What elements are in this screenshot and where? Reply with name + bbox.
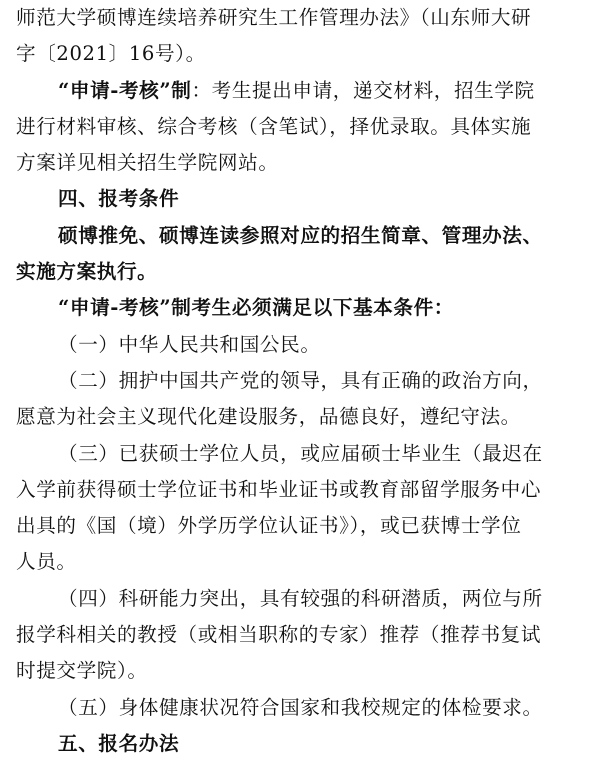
body-text-line: 字〔2021〕16号）。 — [16, 42, 206, 66]
body-text-line: 入学前获得硕士学位证书和毕业证书或教育部留学服务中心 — [16, 477, 542, 501]
body-text-line: 愿意为社会主义现代化建设服务，品德良好，遵纪守法。 — [16, 405, 521, 429]
section-heading: 四、报考条件 — [58, 187, 180, 211]
body-text-line: 师范大学硕博连续培养研究生工作管理办法》（山东师大研 — [16, 6, 532, 29]
body-text-line — [16, 73, 591, 109]
body-text-line: “申请-考核”制考生必须满足以下基本条件： — [58, 296, 454, 320]
list-item: （一）中华人民共和国公民。 — [58, 332, 321, 356]
body-text-line: 报学科相关的教授（或相当职称的专家）推荐（推荐书复试 — [16, 623, 542, 647]
list-item: （三）已获硕士学位人员，或应届硕士毕业生（最迟在 — [58, 441, 543, 465]
method-description: ：考生提出申请，递交材料，招生学院 — [191, 78, 535, 102]
body-text-line: 人员。 — [16, 550, 77, 574]
list-item: （二）拥护中国共产党的领导，具有正确的政治方向， — [58, 368, 543, 392]
body-text-line: 进行材料审核、综合考核（含笔试），择优录取。具体实施 — [16, 114, 532, 138]
body-text-line: 方案详见相关招生学院网站。 — [16, 151, 279, 175]
method-name: “申请-考核”制 — [58, 78, 192, 102]
body-text-line: 时提交学院）。 — [16, 659, 148, 683]
body-text-line: 实施方案执行。 — [16, 260, 158, 284]
body-text-line: 出具的《国（境）外学历学位认证书》），或已获博士学位 — [16, 514, 522, 538]
section-heading: 五、报名办法 — [58, 731, 180, 755]
list-item: （五）身体健康状况符合国家和我校规定的体检要求。 — [58, 695, 543, 719]
body-text-line: 硕博推免、硕博连读参照对应的招生简章、管理办法、 — [58, 223, 543, 247]
list-item: （四）科研能力突出，具有较强的科研潜质，两位与所 — [58, 586, 543, 610]
